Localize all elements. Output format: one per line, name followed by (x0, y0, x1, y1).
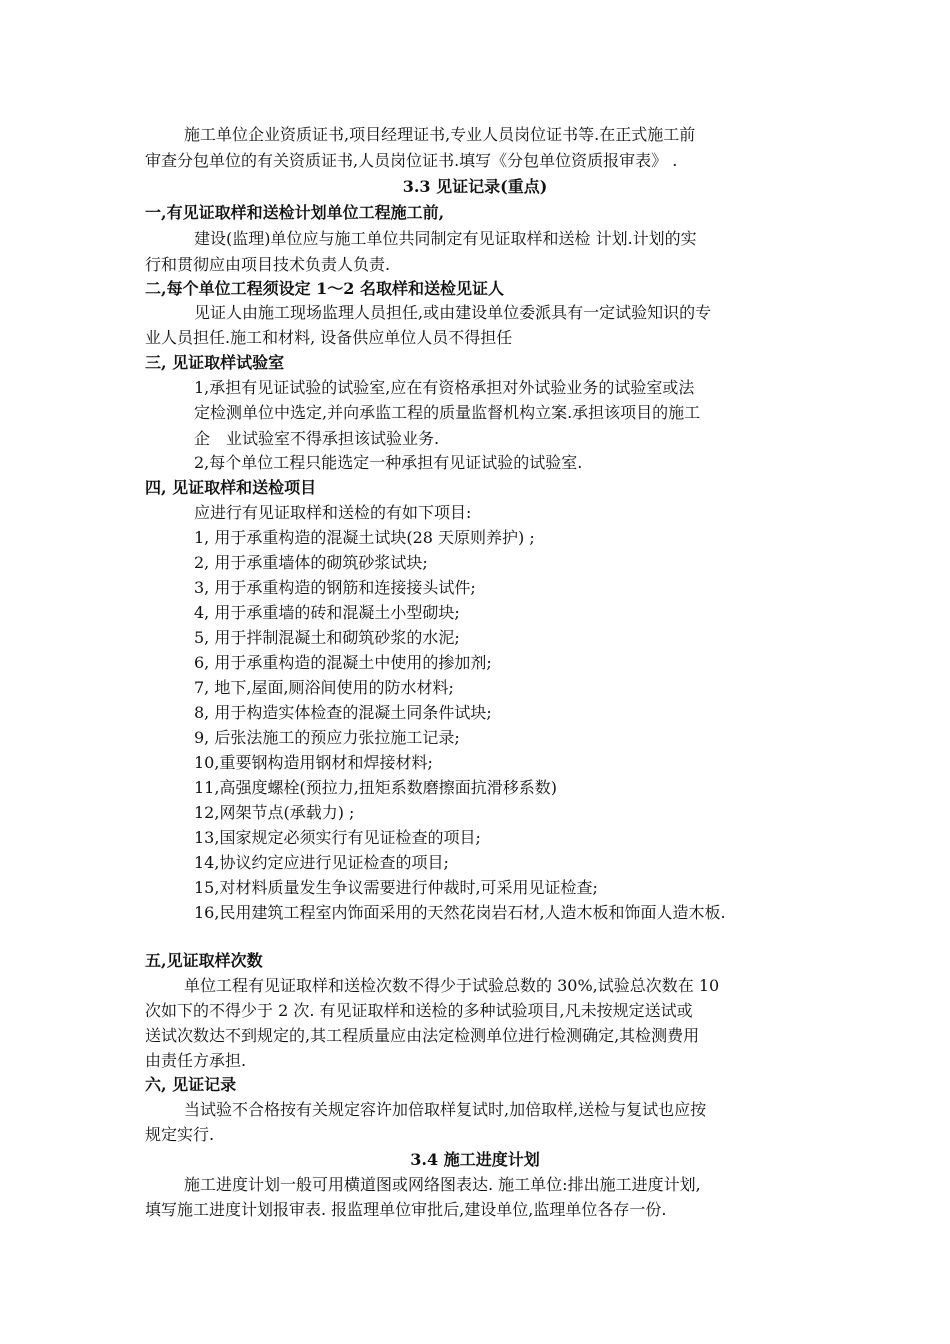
para-5-line-4: 由责任方承担. (145, 1051, 247, 1070)
para-7-line-1: 施工进度计划一般可用横道图或网络图表达. 施工单位:排出施工进度计划, (184, 1175, 701, 1194)
list-item: 12,网架节点(承载力) ; (194, 803, 355, 822)
list-item: 13,国家规定必须实行有见证检查的项目; (194, 828, 481, 847)
para-5-line-3: 送试次数达不到规定的,其工程质量应由法定检测单位进行检测确定,其检测费用 (145, 1026, 700, 1045)
para-3-line-4: 2,每个单位工程只能选定一种承担有见证试验的试验室. (194, 453, 583, 472)
para-3-line-2: 定检测单位中选定,并向承监工程的质量监督机构立案.承担该项目的施工 (194, 403, 701, 422)
heading-3: 三, 见证取样试验室 (145, 353, 285, 372)
section-3-3-title: 3.3 见证记录(重点) (402, 177, 548, 196)
list-item: 6, 用于承重构造的混凝土中使用的掺加剂; (194, 653, 492, 672)
list-item: 14,协议约定应进行见证检查的项目; (194, 853, 449, 872)
para-7-line-2: 填写施工进度计划报审表. 报监理单位审批后,建设单位,监理单位各存一份. (145, 1200, 667, 1219)
list-item: 9, 后张法施工的预应力张拉施工记录; (194, 728, 460, 747)
para-2-line-1: 见证人由施工现场监理人员担任,或由建设单位委派具有一定试验知识的专 (194, 303, 712, 322)
para-1-line-2: 行和贯彻应由项目技术负责人负责. (145, 255, 391, 274)
heading-5: 五,见证取样次数 (145, 951, 263, 970)
para-3-line-1: 1,承担有见证试验的试验室,应在有资格承担对外试验业务的试验室或法 (194, 378, 695, 397)
list-item: 5, 用于拌制混凝土和砌筑砂浆的水泥; (194, 628, 460, 647)
intro-line-1: 施工单位企业资质证书,项目经理证书,专业人员岗位证书等.在正式施工前 (184, 125, 696, 144)
list-item: 4, 用于承重墙的砖和混凝土小型砌块; (194, 603, 460, 622)
heading-6: 六, 见证记录 (145, 1075, 237, 1094)
list-item: 1, 用于承重构造的混凝土试块(28 天原则养护) ; (194, 528, 535, 547)
list-item: 11,高强度螺栓(预拉力,扭矩系数磨擦面抗滑移系数) (194, 778, 558, 797)
list-item: 3, 用于承重构造的钢筋和连接接头试件; (194, 578, 476, 597)
para-5-line-1: 单位工程有见证取样和送检次数不得少于试验总数的 30%,试验总次数在 10 (184, 976, 720, 995)
heading-2: 二,每个单位工程须设定 1～2 名取样和送检见证人 (145, 279, 504, 298)
list-item: 15,对材料质量发生争议需要进行仲裁时,可采用见证检查; (194, 878, 598, 897)
para-6-line-1: 当试验不合格按有关规定容许加倍取样复试时,加倍取样,送检与复试也应按 (184, 1100, 707, 1119)
para-5-line-2: 次如下的不得少于 2 次. 有见证取样和送检的多种试验项目,凡未按规定送试或 (145, 1001, 693, 1020)
list-item: 16,民用建筑工程室内饰面采用的天然花岗岩石材,人造木板和饰面人造木板. (194, 903, 726, 922)
para-1-line-1: 建设(监理)单位应与施工单位共同制定有见证取样和送检 计划.计划的实 (194, 229, 697, 248)
heading-4: 四, 见证取样和送检项目 (145, 478, 317, 497)
para-6-line-2: 规定实行. (145, 1125, 215, 1144)
para-3-line-3: 企 业试验室不得承担该试验业务. (194, 429, 440, 448)
list-item: 2, 用于承重墙体的砌筑砂浆试块; (194, 553, 428, 572)
list-item: 8, 用于构造实体检查的混凝土同条件试块; (194, 703, 492, 722)
heading-1: 一,有见证取样和送检计划单位工程施工前, (145, 203, 445, 222)
intro-line-2: 审查分包单位的有关资质证书,人员岗位证书.填写《分包单位资质报审表》 . (145, 151, 678, 170)
section-3-4-title: 3.4 施工进度计划 (410, 1150, 540, 1169)
items-intro: 应进行有见证取样和送检的有如下项目: (194, 503, 472, 522)
list-item: 7, 地下,屋面,厕浴间使用的防水材料; (194, 678, 454, 697)
para-2-line-2: 业人员担任.施工和材料, 设备供应单位人员不得担任 (145, 328, 513, 347)
list-item: 10,重要钢构造用钢材和焊接材料; (194, 753, 433, 772)
